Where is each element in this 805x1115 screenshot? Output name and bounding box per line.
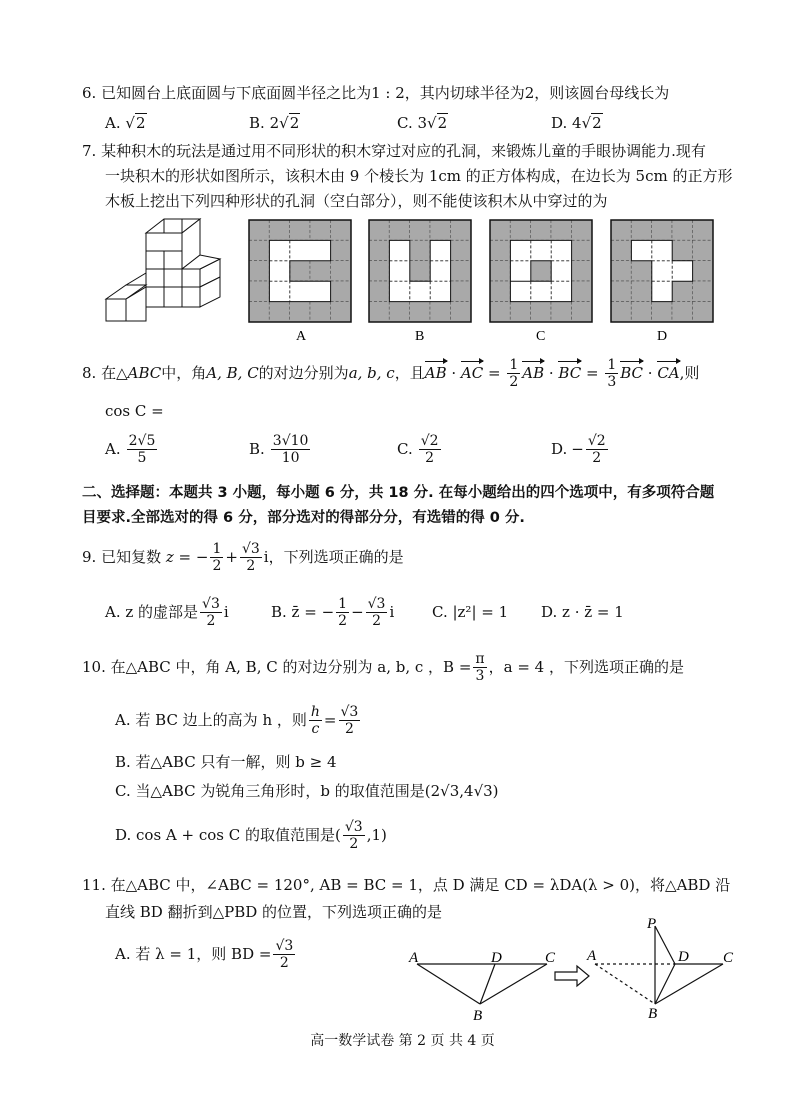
q9-option-b: B. z̄ = − $\frac{1}{2}$ − $\frac{√3}{2}$ i: [271, 595, 395, 629]
q6-stem: 6. 已知圆台上底面圆与下底面圆半径之比为1 : 2，其内切球半径为2，则该圆台母线长为: [82, 84, 670, 102]
board-b-label: B: [415, 329, 425, 344]
fig-label-a1: A: [409, 950, 419, 966]
fig-label-p: P: [647, 916, 657, 932]
option-label: A.: [105, 114, 121, 132]
q8-ask: cos C =: [105, 402, 164, 420]
fig-label-c1: C: [545, 950, 556, 966]
q9-option-c: C. |z²| = 1: [432, 603, 509, 621]
fig-label-d1: D: [491, 950, 502, 966]
section2-line2: 目要求.全部选对的得 6 分，部分选对的得部分分，有选错的得 0 分.: [82, 510, 525, 526]
board-d: [611, 220, 713, 344]
option-label: B.: [249, 114, 265, 132]
page-footer: 高一数学试卷 第 2 页 共 4 页: [310, 1033, 495, 1049]
hole-boards: [245, 218, 720, 346]
q11-figure: [405, 912, 745, 1024]
fig-label-c2: C: [723, 950, 734, 966]
q10-option-a: A. 若 BC 边上的高为 h ，则 $\frac{h}{c}$ = $\frac{√3}{2}$: [115, 703, 359, 737]
q11-option-a: A. 若 λ = 1，则 BD = $\frac{√3}{2}$: [115, 937, 294, 971]
option-label: D.: [551, 114, 568, 132]
q9-option-d: D. z · z̄ = 1: [541, 603, 624, 621]
q10-option-b: B. 若△ABC 只有一解，则 b ≥ 4: [115, 753, 337, 771]
board-a-label: A: [296, 329, 307, 344]
q11-line1: 11. 在△ABC 中，∠ABC = 120°, AB = BC = 1，点 D 满足 CD = λDA(λ > 0)，将△ABD 沿: [82, 876, 731, 894]
q7-line2: 一块积木的形状如图所示，该积木由 9 个棱长为 1cm 的正方体构成，在边长为 5cm 的正方形: [105, 167, 733, 185]
fig-label-b2: B: [648, 1006, 658, 1022]
board-b: [369, 220, 471, 344]
q10-option-c: C. 当△ABC 为锐角三角形时，b 的取值范围是(2√3,4√3): [115, 782, 499, 800]
q9-option-a: A. z 的虚部是 $\frac{√3}{2}$ i: [105, 595, 229, 629]
q10-stem: 10. 在△ABC 中，角 A, B, C 的对边分别为 a, b, c ，B = $\frac{\pi}{3}$ ，a = 4 ，下列选项正确的是: [82, 650, 684, 684]
q8-option-b: B. $\frac{3√10}{10}$: [249, 432, 309, 466]
board-a: [249, 220, 351, 344]
q7-line1: 7. 某种积木的玩法是通过用不同形状的积木穿过对应的孔洞，来锻炼儿童的手眼协调能力.现有: [82, 142, 706, 160]
fig-label-d2: D: [678, 949, 689, 965]
q6-option-a: A. √2: [105, 114, 146, 132]
q6-option-c: C. 3√2: [397, 114, 448, 132]
board-c: [490, 220, 592, 344]
q8-option-c: C. $\frac{√2}{2}$: [397, 432, 439, 466]
block-figure: [104, 215, 232, 327]
option-label: C.: [397, 114, 413, 132]
fig-label-b1: B: [473, 1008, 483, 1024]
fig-label-a2: A: [587, 948, 597, 964]
q6-option-d: D. 4√2: [551, 114, 602, 132]
q8-option-d: D. − $\frac{√2}{2}$: [551, 432, 606, 466]
section2-line1: 二、选择题：本题共 3 小题，每小题 6 分，共 18 分. 在每小题给出的四个选项中，有多项符合题: [82, 485, 715, 501]
q10-option-d: D. cos A + cos C 的取值范围是( $\frac{√3}{2}$ ,1): [115, 818, 387, 852]
q7-line3: 木板上挖出下列四种形状的孔洞（空白部分），则不能使该积木从中穿过的为: [105, 192, 608, 210]
q8-option-a: A. $\frac{2√5}{5}$: [105, 432, 156, 466]
q8-stem: 8. 在 △ABC 中，角 A, B, C 的对边分别为 a, b, c ，且 AB · AC = $\frac{1}{2}$ AB · BC = $\frac{1}{3}$ BC · CA ,则: [82, 356, 700, 390]
q6-option-b: B. 2√2: [249, 114, 300, 132]
q9-stem: 9. 已知复数 z = − $\frac{1}{2}$ + $\frac{√3}{2}$ i ，下列选项正确的是: [82, 540, 404, 574]
board-c-label: C: [536, 329, 546, 344]
q11-line2: 直线 BD 翻折到△PBD 的位置，下列选项正确的是: [105, 903, 443, 921]
board-d-label: D: [657, 329, 668, 344]
